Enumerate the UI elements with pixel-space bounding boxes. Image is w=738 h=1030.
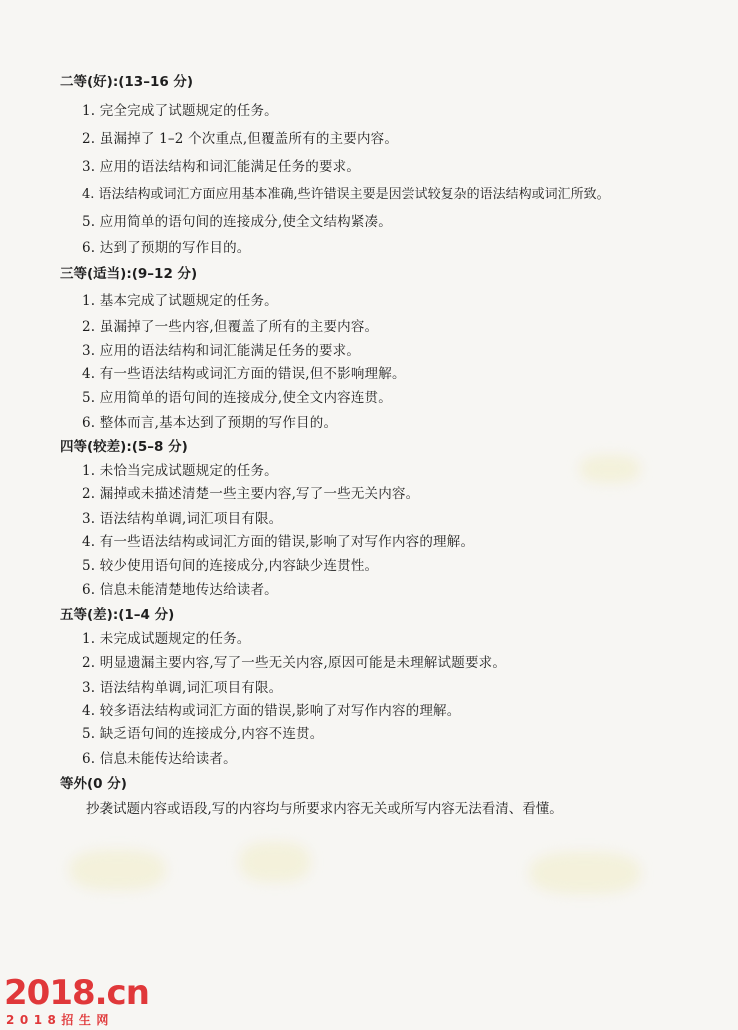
grade-5-item-2: 2. 明显遗漏主要内容,写了一些无关内容,原因可能是未理解试题要求。 [82,655,507,671]
grade-3-item-1: 1. 基本完成了试题规定的任务。 [82,293,278,309]
out-of-grade-text: 抄袭试题内容或语段,写的内容均与所要求内容无关或所写内容无法看清、看懂。 [86,801,563,817]
scan-smudge [530,852,640,894]
grade-3-item-5: 5. 应用简单的语句间的连接成分,使全文内容连贯。 [82,390,392,406]
grade-5-item-5: 5. 缺乏语句间的连接成分,内容不连贯。 [82,726,324,742]
out-of-grade-heading: 等外(0 分) [60,776,127,792]
scan-smudge [240,842,310,882]
grade-3-heading: 三等(适当):(9–12 分) [60,266,198,282]
grade-2-item-1: 1. 完全完成了试题规定的任务。 [82,103,278,119]
grade-2-item-2: 2. 虽漏掉了 1–2 个次重点,但覆盖所有的主要内容。 [82,131,399,147]
grade-4-item-4: 4. 有一些语法结构或词汇方面的错误,影响了对写作内容的理解。 [82,534,475,550]
scan-smudge [580,455,640,483]
watermark-main-text: 2018.cn [4,973,149,1013]
grade-2-heading: 二等(好):(13–16 分) [60,74,194,90]
grade-4-item-1: 1. 未恰当完成试题规定的任务。 [82,463,278,479]
grade-5-item-3: 3. 语法结构单调,词汇项目有限。 [82,680,283,696]
grade-5-item-6: 6. 信息未能传达给读者。 [82,751,237,767]
grade-3-item-4: 4. 有一些语法结构或词汇方面的错误,但不影响理解。 [82,366,406,382]
scan-smudge [70,850,165,890]
grade-5-item-1: 1. 未完成试题规定的任务。 [82,631,251,647]
grade-2-item-3: 3. 应用的语法结构和词汇能满足任务的要求。 [82,159,361,175]
grade-3-item-3: 3. 应用的语法结构和词汇能满足任务的要求。 [82,343,361,359]
grade-2-item-6: 6. 达到了预期的写作目的。 [82,240,251,256]
grade-4-item-6: 6. 信息未能清楚地传达给读者。 [82,582,278,598]
grade-5-heading: 五等(差):(1–4 分) [60,607,175,623]
grade-5-item-4: 4. 较多语法结构或词汇方面的错误,影响了对写作内容的理解。 [82,703,461,719]
watermark-sub-text: 2018招生网 [6,1013,114,1027]
grade-4-heading: 四等(较差):(5–8 分) [60,439,188,455]
grade-4-item-2: 2. 漏掉或未描述清楚一些主要内容,写了一些无关内容。 [82,486,420,502]
grade-2-item-5: 5. 应用简单的语句间的连接成分,使全文结构紧凑。 [82,214,392,230]
grade-4-item-3: 3. 语法结构单调,词汇项目有限。 [82,511,283,527]
grade-4-item-5: 5. 较少使用语句间的连接成分,内容缺少连贯性。 [82,558,379,574]
grade-2-item-4: 4. 语法结构或词汇方面应用基本准确,些许错误主要是因尝试较复杂的语法结构或词汇所致。 [82,187,610,202]
grade-3-item-2: 2. 虽漏掉了一些内容,但覆盖了所有的主要内容。 [82,319,379,335]
site-watermark-logo [4,975,174,1027]
grade-3-item-6: 6. 整体而言,基本达到了预期的写作目的。 [82,415,338,431]
